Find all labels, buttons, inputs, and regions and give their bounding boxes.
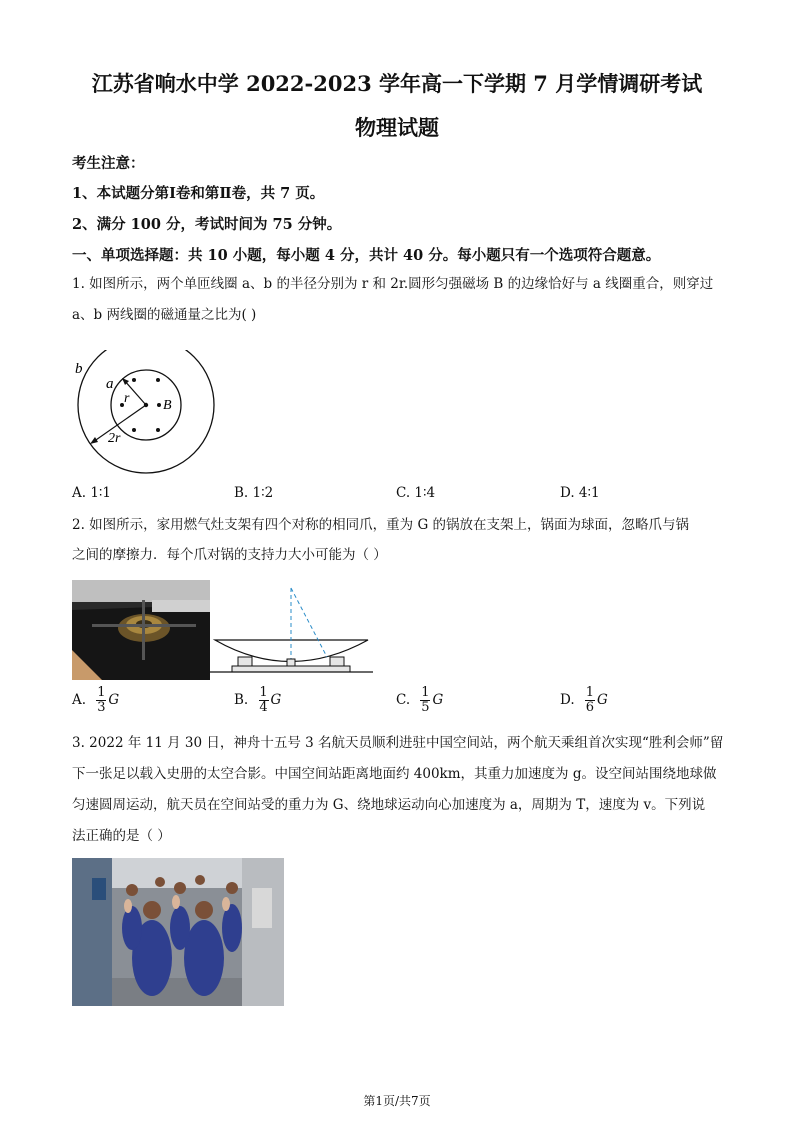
q1-option-c: C. 1∶4: [396, 485, 436, 501]
label-a: a: [106, 376, 114, 392]
normal-dashed-line: [291, 588, 327, 657]
q1-option-b: B. 1∶2: [234, 485, 274, 501]
q1-line-2: a、b 两线圈的磁通量之比为( ): [72, 307, 257, 323]
q2-option-c: C. $\frac{1}{5}$ G: [396, 685, 444, 715]
q2-option-b: B. $\frac{1}{4}$ G: [234, 685, 282, 715]
claw-middle: [287, 659, 295, 666]
page-footer: 第1页/共7页: [363, 1094, 431, 1108]
label-b: b: [75, 361, 83, 377]
fraction: $\frac{1}{3}$: [97, 685, 106, 715]
q3-line-1: 3. 2022 年 11 月 30 日，神舟十五号 3 名航天员顺利进驻中国空间站，两个航天乘组首次实现“胜利会师”留: [72, 735, 724, 751]
coil-b: [78, 350, 214, 473]
notice-heading: 考生注意：: [72, 155, 145, 172]
q3-line-4: 法正确的是（ ）: [72, 828, 171, 844]
q1-line-1: 1. 如图所示，两个单匝线圈 a、b 的半径分别为 r 和 2r.圆形匀强磁场 B 的边缘恰好与 a 线圈重合，则穿过: [72, 276, 714, 292]
label-2r: 2r: [108, 431, 121, 446]
label-B: B: [163, 398, 172, 413]
fraction: $\frac{1}{4}$: [259, 685, 268, 715]
q3-astronauts-photo: [72, 858, 284, 1006]
claw-left: [238, 657, 252, 666]
notice-item-2: 2、满分 100 分，考试时间为 75 分钟。: [72, 216, 342, 233]
q1-option-a: A. 1∶1: [72, 485, 112, 501]
q2-option-a: A. $\frac{1}{3}$ G: [72, 685, 120, 715]
notice-item-1: 1、本试题分第Ⅰ卷和第Ⅱ卷，共 7 页。: [72, 185, 325, 202]
label-r: r: [124, 391, 130, 406]
exam-subtitle: 物理试题: [355, 115, 439, 140]
stand-base: [232, 666, 350, 672]
q2-option-d: D. $\frac{1}{6}$ G: [560, 685, 608, 715]
q2-line-2: 之间的摩擦力．每个爪对锅的支持力大小可能为（ ）: [72, 547, 387, 563]
fraction: $\frac{1}{6}$: [585, 685, 595, 715]
q1-coil-figure: [66, 350, 226, 480]
q3-line-3: 匀速圆周运动，航天员在空间站受的重力为 G、绕地球运动向心加速度为 a，周期为 T，速度为 v。下列说: [72, 797, 706, 813]
q3-line-2: 下一张足以载入史册的太空合影。中国空间站距离地面约 400km，其重力加速度为 g。设空间站围绕地球做: [72, 766, 717, 782]
fraction: $\frac{1}{5}$: [421, 685, 430, 715]
exam-title: 江苏省响水中学 2022-2023 学年高一下学期 7 月学情调研考试: [91, 71, 703, 96]
claw-right: [330, 657, 344, 666]
q1-option-d: D. 4∶1: [560, 485, 600, 501]
q2-pot-diagram: [210, 583, 375, 678]
section-heading: 一、单项选择题：共 10 小题，每小题 4 分，共计 40 分。每小题只有一个选项符合题意。: [72, 247, 661, 264]
q2-stove-photo: [72, 580, 210, 680]
q2-line-1: 2. 如图所示，家用燃气灶支架有四个对称的相同爪，重为 G 的锅放在支架上，锅面为球面，忽略爪与锅: [72, 517, 690, 533]
